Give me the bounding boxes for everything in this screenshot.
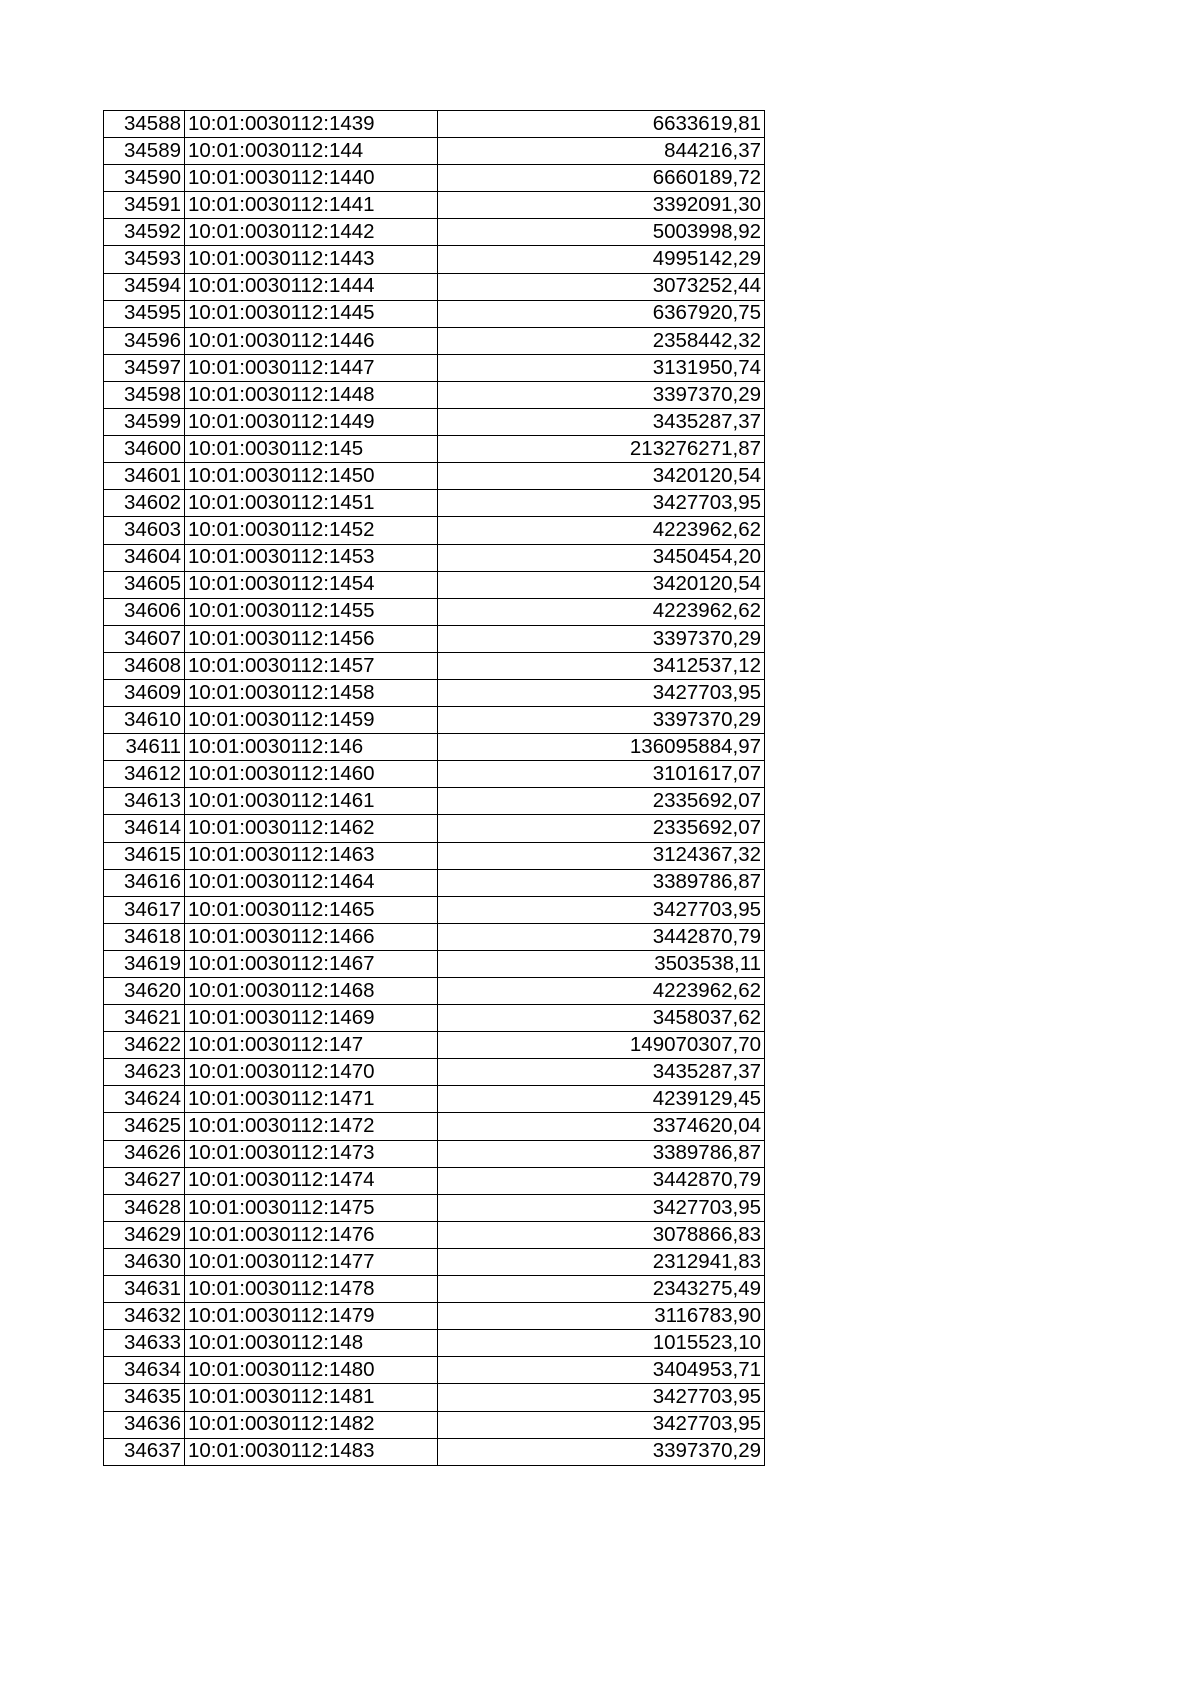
cadastral-number-cell: 10:01:0030112:1455 <box>185 598 438 625</box>
cadastral-number-cell: 10:01:0030112:1471 <box>185 1086 438 1113</box>
value-cell: 3389786,87 <box>438 1140 765 1167</box>
value-cell: 3412537,12 <box>438 652 765 679</box>
row-number-cell: 34589 <box>104 138 185 165</box>
value-cell: 4223962,62 <box>438 978 765 1005</box>
value-cell: 4239129,45 <box>438 1086 765 1113</box>
row-number-cell: 34624 <box>104 1086 185 1113</box>
row-number-cell: 34597 <box>104 354 185 381</box>
table-row <box>104 192 765 219</box>
value-cell: 3101617,07 <box>438 761 765 788</box>
value-cell: 3124367,32 <box>438 842 765 869</box>
table-row <box>104 1330 765 1357</box>
table-row <box>104 1411 765 1438</box>
table-row <box>104 1357 765 1384</box>
table-row <box>104 327 765 354</box>
cadastral-number-cell: 10:01:0030112:1479 <box>185 1303 438 1330</box>
table-row <box>104 273 765 300</box>
cadastral-number-cell: 10:01:0030112:1475 <box>185 1194 438 1221</box>
row-number-cell: 34635 <box>104 1384 185 1411</box>
table-row <box>104 1167 765 1194</box>
cadastral-number-cell: 10:01:0030112:1441 <box>185 192 438 219</box>
value-cell: 3427703,95 <box>438 1384 765 1411</box>
value-cell: 3442870,79 <box>438 923 765 950</box>
row-number-cell: 34625 <box>104 1113 185 1140</box>
value-cell: 3427703,95 <box>438 1194 765 1221</box>
row-number-cell: 34622 <box>104 1032 185 1059</box>
cadastral-value-table <box>103 110 765 1466</box>
cadastral-number-cell: 10:01:0030112:1445 <box>185 300 438 327</box>
table-row <box>104 1032 765 1059</box>
value-cell: 3503538,11 <box>438 950 765 977</box>
table-row <box>104 652 765 679</box>
row-number-cell: 34591 <box>104 192 185 219</box>
table-row <box>104 246 765 273</box>
table-row <box>104 896 765 923</box>
table-row <box>104 381 765 408</box>
cadastral-number-cell: 10:01:0030112:1482 <box>185 1411 438 1438</box>
value-cell: 3131950,74 <box>438 354 765 381</box>
value-cell: 6660189,72 <box>438 165 765 192</box>
value-cell: 149070307,70 <box>438 1032 765 1059</box>
table-row <box>104 354 765 381</box>
table-row <box>104 1384 765 1411</box>
table-row <box>104 815 765 842</box>
row-number-cell: 34633 <box>104 1330 185 1357</box>
value-cell: 3397370,29 <box>438 707 765 734</box>
row-number-cell: 34594 <box>104 273 185 300</box>
value-cell: 6367920,75 <box>438 300 765 327</box>
table-row <box>104 1005 765 1032</box>
table-row <box>104 490 765 517</box>
table-row <box>104 300 765 327</box>
cadastral-number-cell: 10:01:0030112:148 <box>185 1330 438 1357</box>
table-row <box>104 1438 765 1465</box>
row-number-cell: 34629 <box>104 1221 185 1248</box>
table-row <box>104 1113 765 1140</box>
row-number-cell: 34598 <box>104 381 185 408</box>
cadastral-number-cell: 10:01:0030112:1447 <box>185 354 438 381</box>
row-number-cell: 34620 <box>104 978 185 1005</box>
row-number-cell: 34615 <box>104 842 185 869</box>
value-cell: 4223962,62 <box>438 598 765 625</box>
cadastral-number-cell: 10:01:0030112:1461 <box>185 788 438 815</box>
cadastral-number-cell: 10:01:0030112:1465 <box>185 896 438 923</box>
row-number-cell: 34630 <box>104 1248 185 1275</box>
row-number-cell: 34631 <box>104 1276 185 1303</box>
row-number-cell: 34614 <box>104 815 185 842</box>
value-cell: 3397370,29 <box>438 625 765 652</box>
cadastral-number-cell: 10:01:0030112:1478 <box>185 1276 438 1303</box>
row-number-cell: 34617 <box>104 896 185 923</box>
row-number-cell: 34637 <box>104 1438 185 1465</box>
value-cell: 3435287,37 <box>438 409 765 436</box>
table-row <box>104 1221 765 1248</box>
value-cell: 1015523,10 <box>438 1330 765 1357</box>
table-row <box>104 1140 765 1167</box>
row-number-cell: 34590 <box>104 165 185 192</box>
row-number-cell: 34604 <box>104 544 185 571</box>
value-cell: 2343275,49 <box>438 1276 765 1303</box>
table-row <box>104 707 765 734</box>
value-cell: 4995142,29 <box>438 246 765 273</box>
row-number-cell: 34609 <box>104 679 185 706</box>
cadastral-number-cell: 10:01:0030112:1470 <box>185 1059 438 1086</box>
cadastral-number-cell: 10:01:0030112:1448 <box>185 381 438 408</box>
table-row <box>104 923 765 950</box>
value-cell: 4223962,62 <box>438 517 765 544</box>
cadastral-number-cell: 10:01:0030112:1469 <box>185 1005 438 1032</box>
table-row <box>104 950 765 977</box>
cadastral-number-cell: 10:01:0030112:1450 <box>185 463 438 490</box>
value-cell: 3397370,29 <box>438 1438 765 1465</box>
value-cell: 2335692,07 <box>438 815 765 842</box>
cadastral-number-cell: 10:01:0030112:1456 <box>185 625 438 652</box>
table-row <box>104 842 765 869</box>
row-number-cell: 34621 <box>104 1005 185 1032</box>
table-row <box>104 219 765 246</box>
table-row <box>104 1086 765 1113</box>
cadastral-number-cell: 10:01:0030112:1472 <box>185 1113 438 1140</box>
cadastral-number-cell: 10:01:0030112:1480 <box>185 1357 438 1384</box>
cadastral-number-cell: 10:01:0030112:1440 <box>185 165 438 192</box>
row-number-cell: 34596 <box>104 327 185 354</box>
cadastral-number-cell: 10:01:0030112:1462 <box>185 815 438 842</box>
row-number-cell: 34603 <box>104 517 185 544</box>
table-row <box>104 734 765 761</box>
row-number-cell: 34595 <box>104 300 185 327</box>
cadastral-number-cell: 10:01:0030112:1467 <box>185 950 438 977</box>
table-row <box>104 1276 765 1303</box>
table-row <box>104 788 765 815</box>
row-number-cell: 34606 <box>104 598 185 625</box>
cadastral-number-cell: 10:01:0030112:1459 <box>185 707 438 734</box>
row-number-cell: 34616 <box>104 869 185 896</box>
row-number-cell: 34593 <box>104 246 185 273</box>
value-cell: 3427703,95 <box>438 679 765 706</box>
row-number-cell: 34600 <box>104 436 185 463</box>
value-cell: 3078866,83 <box>438 1221 765 1248</box>
table-row <box>104 1194 765 1221</box>
value-cell: 3073252,44 <box>438 273 765 300</box>
value-cell: 3374620,04 <box>438 1113 765 1140</box>
row-number-cell: 34611 <box>104 734 185 761</box>
row-number-cell: 34588 <box>104 111 185 138</box>
value-cell: 3404953,71 <box>438 1357 765 1384</box>
table-row <box>104 978 765 1005</box>
cadastral-number-cell: 10:01:0030112:1460 <box>185 761 438 788</box>
row-number-cell: 34599 <box>104 409 185 436</box>
table-row <box>104 625 765 652</box>
cadastral-number-cell: 10:01:0030112:1446 <box>185 327 438 354</box>
row-number-cell: 34605 <box>104 571 185 598</box>
value-cell: 3442870,79 <box>438 1167 765 1194</box>
cadastral-number-cell: 10:01:0030112:1457 <box>185 652 438 679</box>
table-row <box>104 761 765 788</box>
cadastral-number-cell: 10:01:0030112:1477 <box>185 1248 438 1275</box>
row-number-cell: 34627 <box>104 1167 185 1194</box>
cadastral-number-cell: 10:01:0030112:1453 <box>185 544 438 571</box>
row-number-cell: 34610 <box>104 707 185 734</box>
cadastral-number-cell: 10:01:0030112:1449 <box>185 409 438 436</box>
cadastral-number-cell: 10:01:0030112:1473 <box>185 1140 438 1167</box>
cadastral-number-cell: 10:01:0030112:1439 <box>185 111 438 138</box>
cadastral-number-cell: 10:01:0030112:145 <box>185 436 438 463</box>
row-number-cell: 34613 <box>104 788 185 815</box>
table-row <box>104 1248 765 1275</box>
row-number-cell: 34626 <box>104 1140 185 1167</box>
table-row <box>104 544 765 571</box>
cadastral-number-cell: 10:01:0030112:1468 <box>185 978 438 1005</box>
value-cell: 6633619,81 <box>438 111 765 138</box>
value-cell: 3116783,90 <box>438 1303 765 1330</box>
cadastral-number-cell: 10:01:0030112:1464 <box>185 869 438 896</box>
table-row <box>104 571 765 598</box>
value-cell: 3458037,62 <box>438 1005 765 1032</box>
cadastral-number-cell: 10:01:0030112:1481 <box>185 1384 438 1411</box>
value-cell: 3389786,87 <box>438 869 765 896</box>
cadastral-number-cell: 10:01:0030112:1454 <box>185 571 438 598</box>
cadastral-number-cell: 10:01:0030112:1442 <box>185 219 438 246</box>
row-number-cell: 34618 <box>104 923 185 950</box>
table-row <box>104 138 765 165</box>
table-body <box>104 111 765 1466</box>
row-number-cell: 34612 <box>104 761 185 788</box>
cadastral-number-cell: 10:01:0030112:146 <box>185 734 438 761</box>
row-number-cell: 34628 <box>104 1194 185 1221</box>
cadastral-number-cell: 10:01:0030112:1443 <box>185 246 438 273</box>
value-cell: 3427703,95 <box>438 490 765 517</box>
table-row <box>104 679 765 706</box>
value-cell: 2312941,83 <box>438 1248 765 1275</box>
table-row <box>104 463 765 490</box>
row-number-cell: 34634 <box>104 1357 185 1384</box>
table-row <box>104 869 765 896</box>
cadastral-number-cell: 10:01:0030112:147 <box>185 1032 438 1059</box>
value-cell: 844216,37 <box>438 138 765 165</box>
table-row <box>104 409 765 436</box>
row-number-cell: 34619 <box>104 950 185 977</box>
cadastral-number-cell: 10:01:0030112:1458 <box>185 679 438 706</box>
row-number-cell: 34607 <box>104 625 185 652</box>
value-cell: 3435287,37 <box>438 1059 765 1086</box>
row-number-cell: 34632 <box>104 1303 185 1330</box>
value-cell: 3420120,54 <box>438 571 765 598</box>
cadastral-number-cell: 10:01:0030112:1451 <box>185 490 438 517</box>
cadastral-number-cell: 10:01:0030112:1463 <box>185 842 438 869</box>
cadastral-number-cell: 10:01:0030112:1466 <box>185 923 438 950</box>
table-row <box>104 598 765 625</box>
cadastral-number-cell: 10:01:0030112:1452 <box>185 517 438 544</box>
value-cell: 213276271,87 <box>438 436 765 463</box>
table-row <box>104 517 765 544</box>
row-number-cell: 34608 <box>104 652 185 679</box>
cadastral-number-cell: 10:01:0030112:144 <box>185 138 438 165</box>
value-cell: 5003998,92 <box>438 219 765 246</box>
value-cell: 136095884,97 <box>438 734 765 761</box>
row-number-cell: 34636 <box>104 1411 185 1438</box>
row-number-cell: 34623 <box>104 1059 185 1086</box>
value-cell: 3392091,30 <box>438 192 765 219</box>
table-row <box>104 165 765 192</box>
cadastral-number-cell: 10:01:0030112:1483 <box>185 1438 438 1465</box>
value-cell: 3427703,95 <box>438 896 765 923</box>
row-number-cell: 34602 <box>104 490 185 517</box>
value-cell: 2358442,32 <box>438 327 765 354</box>
cadastral-number-cell: 10:01:0030112:1444 <box>185 273 438 300</box>
value-cell: 3450454,20 <box>438 544 765 571</box>
table-row <box>104 111 765 138</box>
value-cell: 3427703,95 <box>438 1411 765 1438</box>
table-row <box>104 1059 765 1086</box>
table-row <box>104 1303 765 1330</box>
value-cell: 2335692,07 <box>438 788 765 815</box>
value-cell: 3420120,54 <box>438 463 765 490</box>
value-cell: 3397370,29 <box>438 381 765 408</box>
cadastral-number-cell: 10:01:0030112:1476 <box>185 1221 438 1248</box>
cadastral-number-cell: 10:01:0030112:1474 <box>185 1167 438 1194</box>
row-number-cell: 34592 <box>104 219 185 246</box>
table-row <box>104 436 765 463</box>
row-number-cell: 34601 <box>104 463 185 490</box>
